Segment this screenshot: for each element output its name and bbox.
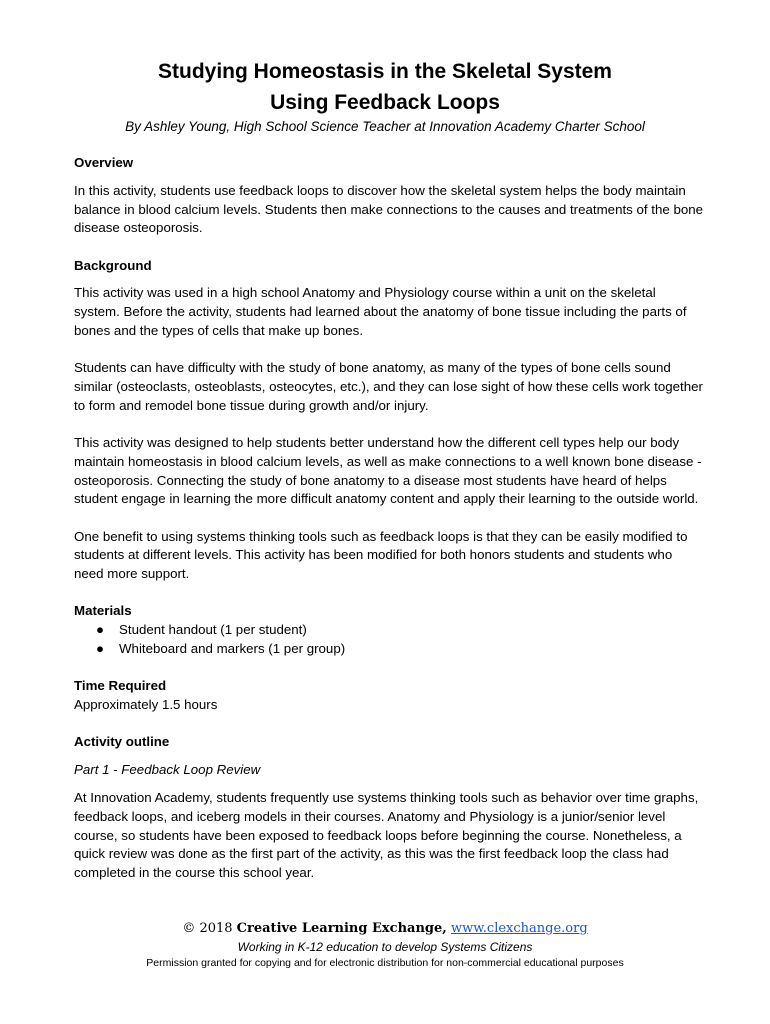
author-byline: By Ashley Young, High School Science Teacher at Innovation Academy Charter School bbox=[125, 119, 645, 134]
document-title-line-1: Studying Homeostasis in the Skeletal System bbox=[158, 60, 612, 83]
background-paragraph-1: This activity was used in a high school Anatomy and Physiology course within a unit on the skeletal system. Before the activity, students had learned about the anatomy of bone tissue including the parts of bones and the types of cells that make up bones. bbox=[74, 285, 687, 338]
background-paragraph-4: One benefit to using systems thinking tools such as feedback loops is that they can be easily modified to students at different levels. This activity has been modified for both honors students and students who need more support. bbox=[74, 528, 688, 582]
website-link[interactable]: www.clexchange.org bbox=[450, 921, 588, 936]
list-item bbox=[96, 621, 704, 640]
materials-list bbox=[74, 621, 704, 659]
overview-paragraph: In this activity, students use feedback loops to discover how the skeletal system helps the body maintain balance in blood calcium levels. Students then make connections to the causes and treatments of the bone disease osteoporosis. bbox=[74, 182, 704, 236]
materials-item-whiteboard: Whiteboard and markers (1 per group) bbox=[119, 640, 346, 656]
part1-paragraph: At Innovation Academy, students frequently use systems thinking tools such as behavior over time graphs, feedback loops, and iceberg models in their courses. Anatomy and Physiology is a junior/senior level course, so students have been exposed to feedback loops before beginning the course. Nonetheless, a quick review was done as the first part of the activity, as this was the first feedback loop the class had completed in the course this school year. bbox=[74, 790, 699, 881]
materials-item-handout: Student handout (1 per student) bbox=[119, 622, 307, 638]
bullet-icon: ● bbox=[96, 622, 105, 638]
background-heading: Background bbox=[74, 257, 152, 273]
activity-outline-heading: Activity outline bbox=[74, 734, 170, 750]
overview-heading: Overview bbox=[74, 155, 134, 170]
footer-copyright-line bbox=[0, 920, 770, 938]
part1-title: Part 1 - Feedback Loop Review bbox=[74, 762, 261, 778]
background-paragraph-2: Students can have difficulty with the study of bone anatomy, as many of the types of bone cells sound similar (osteoclasts, osteoblasts, osteocytes, etc.), and they can lose sight of how these cells work together to form and remodel bone tissue during growth and/or injury. bbox=[74, 360, 703, 413]
time-required-heading: Time Required bbox=[74, 678, 167, 694]
organization-name: Creative Learning Exchange, bbox=[236, 921, 447, 936]
materials-heading: Materials bbox=[74, 603, 132, 619]
bullet-icon: ● bbox=[96, 640, 105, 656]
copyright-text: © 2018 bbox=[182, 921, 233, 936]
time-required-text: Approximately 1.5 hours bbox=[74, 697, 218, 713]
background-paragraph-3: This activity was designed to help students better understand how the different cell types help our body maintain homeostasis in blood calcium levels, as well as make connections to a well known bone disease - osteoporosis. Connecting the study of bone anatomy to a disease most students have heard of helps student engage in learning the more difficult anatomy content and apply their learning to the outside world. bbox=[74, 434, 702, 507]
list-item bbox=[96, 640, 704, 659]
document-title-line-2: Using Feedback Loops bbox=[270, 91, 500, 114]
document-body bbox=[74, 154, 704, 901]
footer-permission: Permission granted for copying and for electronic distribution for non-commercial educational purposes bbox=[146, 957, 624, 969]
footer-tagline: Working in K-12 education to develop Systems Citizens bbox=[237, 940, 533, 954]
